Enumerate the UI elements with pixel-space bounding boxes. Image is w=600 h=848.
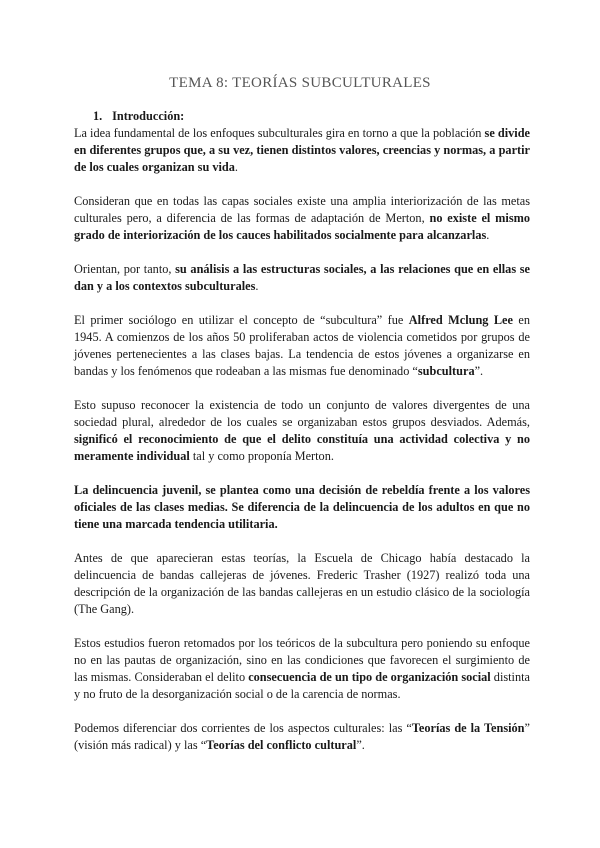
section-heading bbox=[93, 108, 530, 125]
text-run: Esto supuso reconocer la existencia de todo un conjunto de valores divergentes de una sociedad plural, alrededor de los cuales se organizaban estos grupos desviados. Además, bbox=[74, 398, 530, 429]
bold-text: significó el reconocimiento de que el delito constituía una actividad colectiva y no meramente individual bbox=[74, 432, 530, 463]
paragraph bbox=[74, 635, 530, 703]
text-run: . bbox=[486, 228, 490, 242]
paragraph bbox=[74, 482, 530, 533]
bold-text: La delincuencia juvenil, se plantea como una decisión de rebeldía frente a los valores oficiales de las clases medias. Se diferencia de la delincuencia de los adultos en que no tiene una marcada tendencia utilitaria. bbox=[74, 483, 530, 531]
paragraph bbox=[74, 550, 530, 618]
text-run: Consideran que en todas las capas sociales existe una amplia interiorización de las metas culturales pero, a diferencia de las formas de adaptación de Merton, bbox=[74, 194, 530, 225]
section-number: 1. bbox=[93, 109, 103, 123]
text-run: ” (visión más radical) y las “ bbox=[74, 721, 530, 752]
text-run: Orientan, por tanto, bbox=[74, 262, 176, 276]
paragraph-list bbox=[74, 125, 530, 754]
text-run: en 1945. A comienzos de los años 50 proliferaban actos de violencia cometidos por grupos de jóvenes pertenecientes a las clases bajas. La tendencia de estos jóvenes a organizarse en bandas y los fenómenos que rodeaban a las mismas fue denominado “ bbox=[74, 313, 531, 378]
text-run: distinta y no fruto de la desorganización social o de la carencia de normas. bbox=[74, 670, 530, 701]
document-title: TEMA 8: TEORÍAS SUBCULTURALES bbox=[169, 75, 431, 91]
text-run: Antes de que aparecieran estas teorías, la Escuela de Chicago había destacado la delincuencia de bandas callejeras de jóvenes. Frederic Trasher (1927) realizó toda una descripción de la organización de las bandas callejeras en un estudio clásico de la sociología (The Gang). bbox=[74, 551, 530, 616]
paragraph bbox=[74, 261, 530, 295]
bold-text: Alfred Mclung Lee bbox=[408, 313, 513, 327]
document-body bbox=[74, 108, 530, 771]
bold-text: Teorías del conflicto cultural bbox=[206, 738, 357, 752]
bold-text: su análisis a las estructuras sociales, a las relaciones que en ellas se dan y a los contextos subculturales bbox=[74, 262, 531, 293]
text-run: ”. bbox=[474, 364, 484, 378]
bold-text: consecuencia de un tipo de organización social bbox=[248, 670, 491, 684]
paragraph bbox=[74, 193, 530, 244]
bold-text: Teorías de la Tensión bbox=[411, 721, 525, 735]
text-run: . bbox=[234, 160, 238, 174]
text-run: Podemos diferenciar dos corrientes de los aspectos culturales: las “ bbox=[74, 721, 412, 735]
section-title: Introducción: bbox=[112, 109, 185, 123]
paragraph bbox=[74, 720, 530, 754]
text-run: . bbox=[255, 279, 259, 293]
paragraph bbox=[74, 397, 530, 465]
text-run: ”. bbox=[356, 738, 365, 752]
bold-text: subcultura bbox=[417, 364, 475, 378]
bold-text: no existe el mismo grado de interiorización de los cauces habilitados socialmente para alcanzarlas bbox=[74, 211, 530, 242]
text-run: El primer sociólogo en utilizar el concepto de “subcultura” fue bbox=[74, 313, 409, 327]
paragraph bbox=[74, 125, 530, 176]
text-run: La idea fundamental de los enfoques subculturales gira en torno a que la población bbox=[74, 126, 485, 140]
text-run: Estos estudios fueron retomados por los teóricos de la subcultura pero poniendo su enfoque no en las pautas de organización, sino en las condiciones que favorecen el surgimiento de las mismas. Consideraban el delito bbox=[74, 636, 530, 684]
paragraph bbox=[74, 312, 530, 380]
bold-text: se divide en diferentes grupos que, a su vez, tienen distintos valores, creencias y normas, a partir de los cuales organizan su vida bbox=[74, 126, 530, 174]
text-run: tal y como proponía Merton. bbox=[189, 449, 334, 463]
